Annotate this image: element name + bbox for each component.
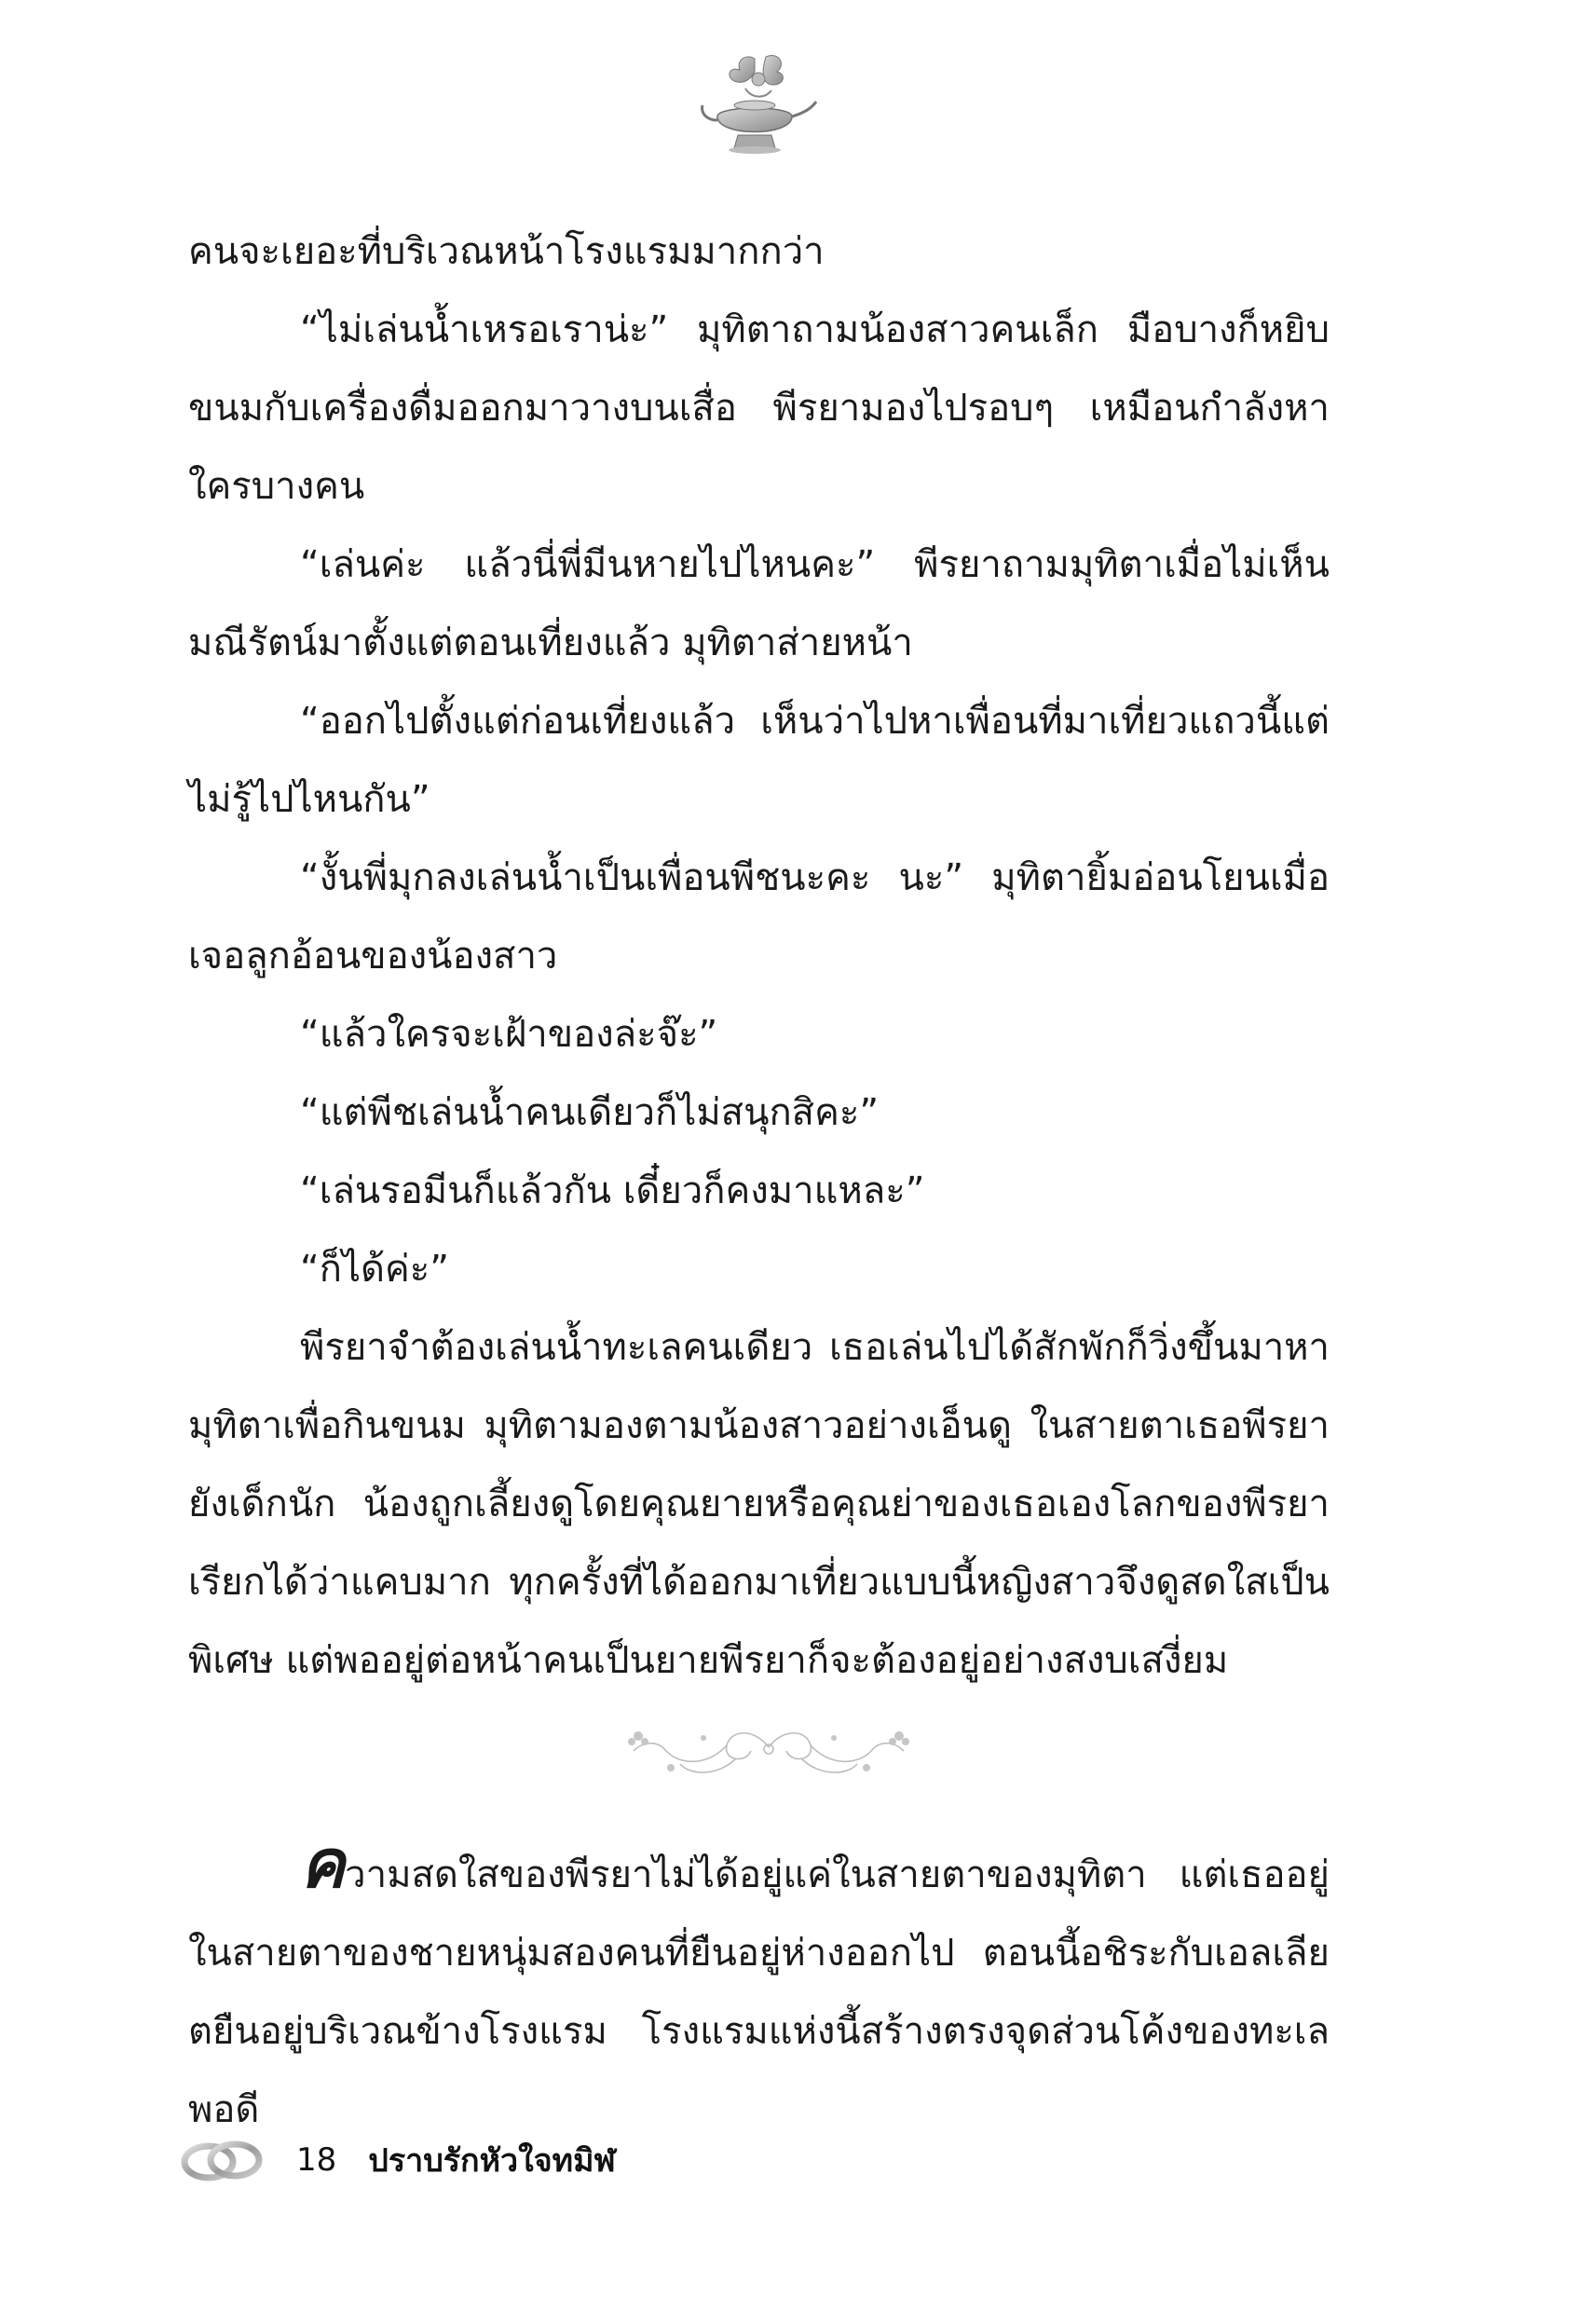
- paragraph: “ไม่เล่นน้ำเหรอเราน่ะ” มุทิตาถามน้องสาวคนเล็ก มือบางก็หยิบขนมกับเครื่องดื่มออกมาวางบนเสื่อ พีรยามองไปรอบๆ เหมือนกำลังหาใครบางคน: [188, 308, 1330, 508]
- paragraph: พีรยาจำต้องเล่นน้ำทะเลคนเดียว เธอเล่นไปได้สักพักก็วิ่งขึ้นมาหามุทิตาเพื่อกินขนม มุทิตามองตามน้องสาวอย่างเอ็นดู ในสายตาเธอพีรยายังเด็กนัก น้องถูกเลี้ยงดูโดยคุณยายหรือคุณย่าของเธอเองโลกของพีรยาเรียกได้ว่าแคบมาก ทุกครั้งที่ได้ออกมาเที่ยวแบบนี้หญิงสาวจึงดูสดใสเป็นพิเศษ แต่พออยู่ต่อหน้าคนเป็นยายพีรยาก็จะต้องอยู่อย่างสงบเสงี่ยม: [188, 1326, 1330, 1682]
- drop-cap: ค: [300, 1825, 346, 1903]
- body-text: [188, 212, 1330, 1700]
- paragraph: “ออกไปตั้งแต่ก่อนเที่ยงแล้ว เห็นว่าไปหาเพื่อนที่มาเที่ยวแถวนี้แต่ไม่รู้ไปไหนกัน”: [188, 700, 1330, 821]
- section-text: [188, 1825, 1330, 2149]
- page-number: 18: [296, 2141, 337, 2179]
- paragraph: คนจะเยอะที่บริเวณหน้าโรงแรมมากกว่า: [188, 230, 825, 273]
- paragraph-text: วามสดใสของพีรยาไม่ได้อยู่แค่ในสายตาของมุทิตา แต่เธออยู่ในสายตาของชายหนุ่มสองคนที่ยืนอยู่ห่างออกไป ตอนนี้อชิระกับเอลเลียตยืนอยู่บริเวณข้างโรงแรม โรงแรมแห่งนี้สร้างตรงจุดส่วนโค้งของทะเลพอดี: [188, 1853, 1330, 2131]
- cupid-teapot-icon: [689, 51, 820, 163]
- paragraph: “แล้วใครจะเฝ้าของล่ะจ๊ะ”: [300, 1013, 718, 1056]
- paragraph: “เล่นรอมีนก็แล้วกัน เดี๋ยวก็คงมาแหละ”: [300, 1169, 925, 1212]
- paragraph: “เล่นค่ะ แล้วนี่พี่มีนหายไปไหนคะ” พีรยาถามมุทิตาเมื่อไม่เห็นมณีรัตน์มาตั้งแต่ตอนเที่ยงแล้ว มุทิตาส่ายหน้า: [188, 543, 1330, 664]
- paragraph: [188, 1825, 1330, 2149]
- paragraph: “ก็ได้ค่ะ”: [300, 1248, 449, 1291]
- paragraph: “แต่พีชเล่นน้ำคนเดียวก็ไม่สนุกสิคะ”: [300, 1091, 880, 1134]
- page-footer: [179, 2132, 616, 2188]
- book-title: ปราบรักหัวใจทมิฬ: [368, 2142, 616, 2180]
- wedding-rings-icon: [179, 2134, 265, 2186]
- floral-divider-icon: [615, 1710, 922, 1785]
- paragraph: “งั้นพี่มุกลงเล่นน้ำเป็นเพื่อนพีชนะคะ นะ” มุทิตายิ้มอ่อนโยนเมื่อเจอลูกอ้อนของน้องสาว: [188, 856, 1330, 978]
